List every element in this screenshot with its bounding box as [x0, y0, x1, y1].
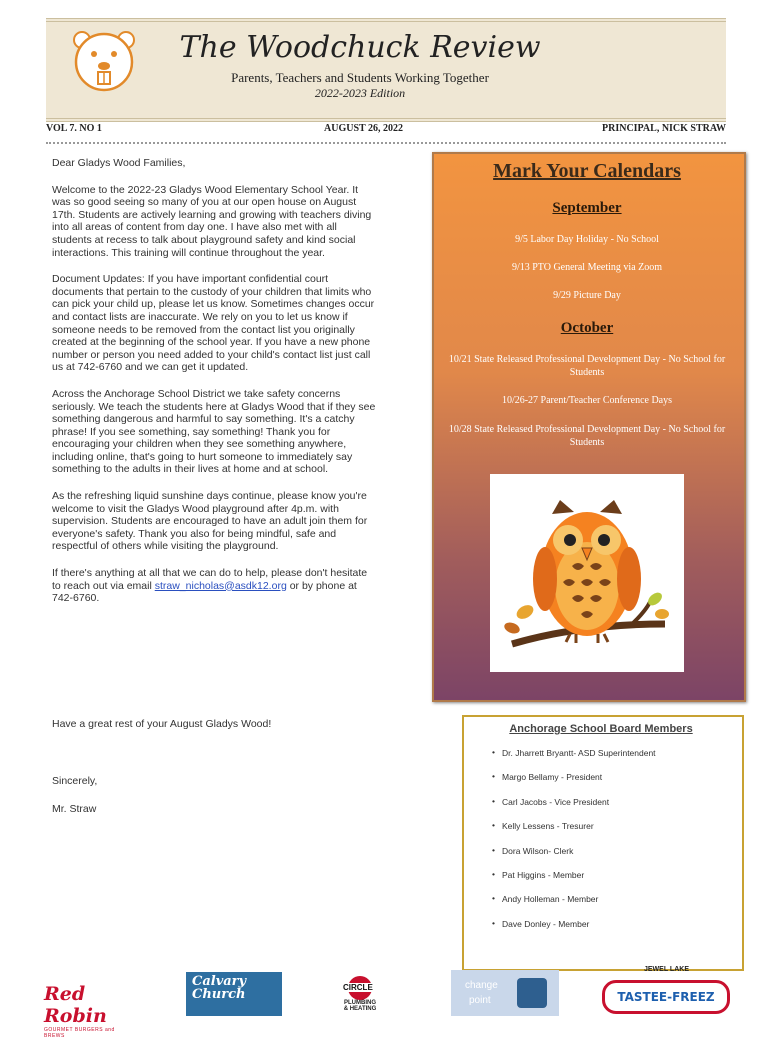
letter-closing: Have a great rest of your August Gladys Wood!	[52, 718, 272, 730]
tastee-freez-logo: JEWEL LAKE TASTEE-FREEZ	[600, 966, 730, 1018]
beaver-logo-icon	[68, 26, 140, 94]
change-point-icon	[517, 978, 547, 1008]
red-robin-tagline: GOURMET BURGERS and BREWS	[44, 1027, 115, 1039]
newsletter-title: The Woodchuck Review	[179, 30, 541, 65]
board-member: • Pat Higgins - Member	[492, 870, 732, 894]
change-point-logo: change point	[451, 970, 559, 1016]
letter-paragraph: Document Updates: If you have important confidential court documents that pertain to the custody of your children that limits who can pick your child up, please let us know. Sometimes changes occur and contact lists are inaccurate. We rely on you to let us know if someone needs to be removed from the contact list you originally created at the beginning of the school year. If you have a new phone number or person you need added to your child's contact list just call us at 742-6760 and we can get it updated.	[52, 273, 375, 374]
volume-number: VOL 7. NO 1	[46, 123, 102, 134]
board-member: • Kelly Lessens - Tresurer	[492, 821, 732, 845]
circle-plumbing-logo: CIRCLE PLUMBING & HEATING	[336, 976, 384, 1020]
principal-letter	[52, 157, 377, 619]
calendar-month-september: September	[552, 200, 622, 216]
principal-name: PRINCIPAL, NICK STRAW	[602, 123, 726, 134]
calendar-event: 9/29 Picture Day	[553, 290, 621, 301]
board-member: • Margo Bellamy - President	[492, 772, 732, 796]
school-board-list	[492, 748, 732, 943]
red-robin-wordmark: Red Robin	[44, 983, 107, 1027]
info-bar	[46, 123, 726, 137]
newsletter-subtitle: Parents, Teachers and Students Working Together	[231, 70, 489, 85]
calendar-event: 10/21 State Released Professional Development Day - No School for Students	[448, 354, 726, 378]
letter-paragraph: Across the Anchorage School District we take safety concerns seriously. We teach the students here at Gladys Wood that if they see something dangerous and harmful to say something. It's a catchy phrase! If you see something, say something! Thank you for encouraging your children when they see something anywhere, including online, that's going to hurt someone to immediately say something to the adults in their lives at home and at school.	[52, 387, 376, 476]
letter-paragraph: If there's anything at all that we can do to help, please don't hesitate to reach out via email straw_nicholas@asdk12.org or by phone at 742-6760.	[52, 567, 368, 605]
calendar-event: 9/5 Labor Day Holiday - No School	[515, 234, 659, 245]
calvary-church-logo: Calvary Church	[186, 972, 282, 1016]
board-member: • Dr. Jharrett Bryantt- ASD Superintendent	[492, 748, 732, 772]
school-board-title: Anchorage School Board Members	[509, 723, 693, 735]
calendar-title: Mark Your Calendars	[493, 160, 681, 182]
letter-paragraph: As the refreshing liquid sunshine days continue, please know you're welcome to visit the Gladys Wood playground after 4p.m. with supervision. Students are encouraged to have an adult join them for everyone's safety. Thank you also for being mindful, safe and respectful of others while visiting the playground.	[52, 490, 368, 553]
owl-icon	[490, 474, 684, 672]
divider	[46, 142, 726, 144]
board-member: • Carl Jacobs - Vice President	[492, 797, 732, 821]
calendar-event: 9/13 PTO General Meeting via Zoom	[511, 262, 663, 273]
red-robin-logo	[44, 975, 134, 1039]
board-member: • Dave Donley - Member	[492, 919, 732, 943]
email-link[interactable]: straw_nicholas@asdk12.org	[154, 579, 287, 592]
board-member: • Andy Holleman - Member	[492, 894, 732, 918]
letter-paragraph: Welcome to the 2022-23 Gladys Wood Elementary School Year. It was so good seeing so many of you at our open house on August 17th. Students are actively learning and growing with teachers diving into all areas of content from day one. I have also met with all students at recess to talk about playground safety and kind social interactions. This training will continue throughout the year.	[52, 183, 372, 259]
board-member: • Dora Wilson- Clerk	[492, 846, 732, 870]
owl-image	[490, 474, 684, 672]
calendar-event: 10/26-27 Parent/Teacher Conference Days	[501, 395, 673, 406]
letter-greeting: Dear Gladys Wood Families,	[52, 157, 186, 169]
calendar-event: 10/28 State Released Professional Development Day - No School for Students	[448, 424, 726, 448]
letter-sincerely: Sincerely,	[52, 775, 98, 787]
letter-signature: Mr. Straw	[52, 803, 97, 815]
calendar-month-october: October	[560, 320, 614, 336]
newsletter-edition: 2022-2023 Edition	[314, 86, 406, 100]
issue-date: AUGUST 26, 2022	[324, 123, 403, 134]
